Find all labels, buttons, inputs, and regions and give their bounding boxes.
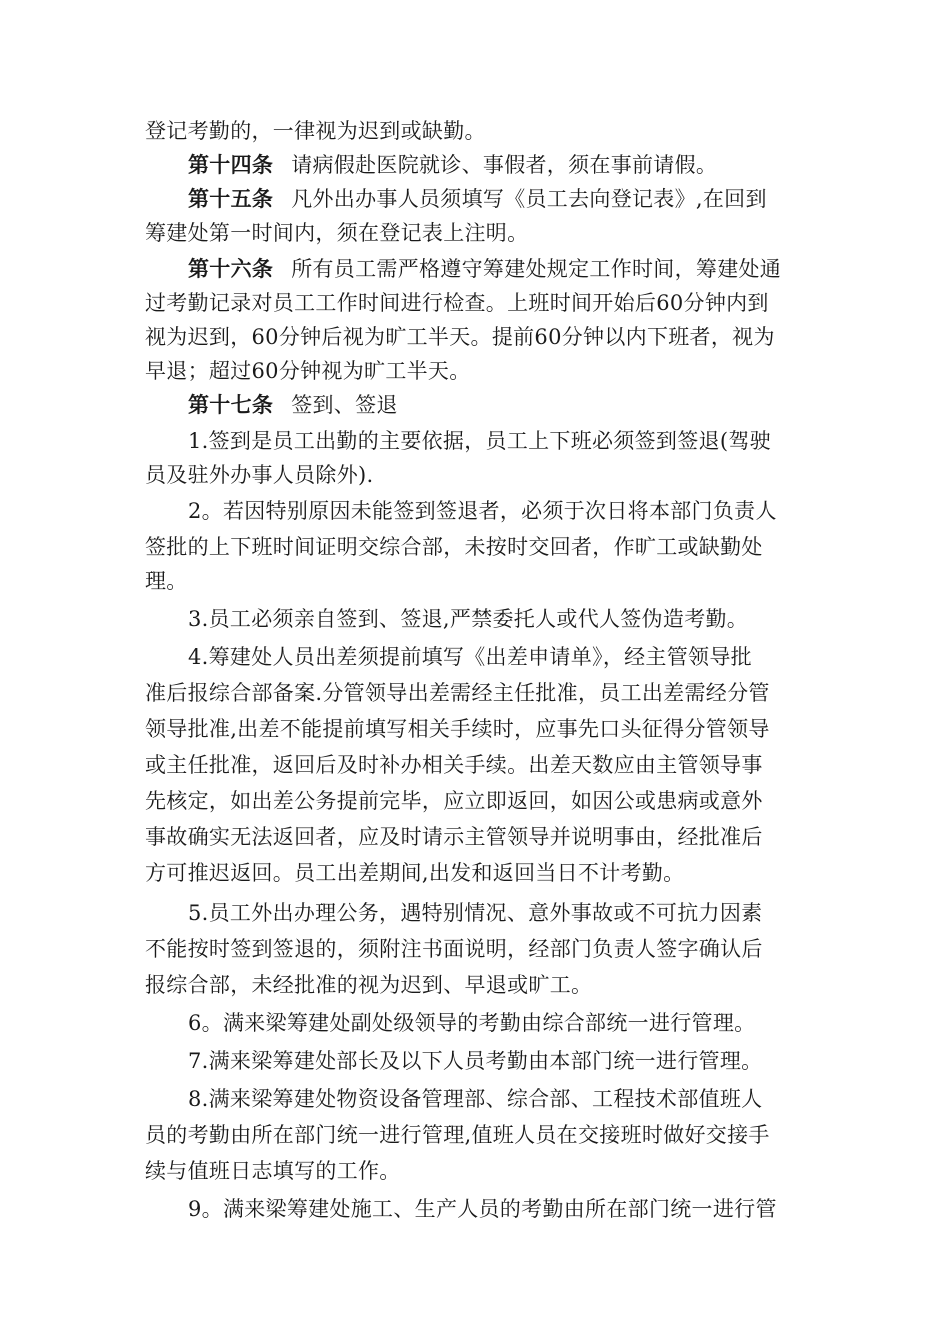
text-line: 筹建处第一时间内，须在登记表上注明。 [145,221,529,245]
text-line: 方可推迟返回。员工出差期间,出发和返回当日不计考勤。 [145,861,685,885]
article-14 [188,148,717,182]
text-line: 签批的上下班时间证明交综合部，未按时交回者，作旷工或缺勤处 [145,535,763,559]
article-text: 签到、签退 [291,393,398,417]
text-line: 不能按时签到签退的，须附注书面说明，经部门负责人签字确认后 [145,937,763,961]
article-16 [188,252,781,286]
text-line: 员及驻外办事人员除外). [145,463,374,487]
article-text: 请病假赴医院就诊、事假者，须在事前请假。 [291,153,718,177]
article-heading: 第十七条 [188,392,274,417]
text-line: 7.满来梁筹建处部长及以下人员考勤由本部门统一进行管理。 [188,1049,763,1073]
text-line: 早退；超过60分钟视为旷工半天。 [145,359,471,383]
article-heading: 第十六条 [188,256,274,281]
text-line: 事故确实无法返回者，应及时请示主管领导并说明事由，经批准后 [145,825,763,849]
article-15 [188,182,767,216]
text-line: 8.满来梁筹建处物资设备管理部、综合部、工程技术部值班人 [188,1087,763,1111]
article-heading: 第十四条 [188,152,274,177]
text-line: 5.员工外出办理公务，遇特别情况、意外事故或不可抗力因素 [188,901,763,925]
text-line: 4.筹建处人员出差须提前填写《出差申请单》，经主管领导批 [188,645,752,669]
text-line: 或主任批准，返回后及时补办相关手续。出差天数应由主管领导事 [145,753,763,777]
text-line: 准后报综合部备案.分管领导出差需经主任批准，员工出差需经分管 [145,681,770,705]
article-heading: 第十五条 [188,186,274,211]
text-line: 视为迟到，60分钟后视为旷工半天。提前60分钟以内下班者，视为 [145,325,775,349]
text-line: 6。满来梁筹建处副处级领导的考勤由综合部统一进行管理。 [188,1011,756,1035]
article-17 [188,388,398,422]
text-line: 登记考勤的，一律视为迟到或缺勤。 [145,119,486,143]
article-text: 凡外出办事人员须填写《员工去向登记表》,在回到 [291,187,767,211]
text-line: 3.员工必须亲自签到、签退,严禁委托人或代人签伪造考勤。 [188,607,749,631]
text-line: 过考勤记录对员工工作时间进行检查。上班时间开始后60分钟内到 [145,291,769,315]
text-line: 9。满来梁筹建处施工、生产人员的考勤由所在部门统一进行管 [188,1197,777,1221]
article-text: 所有员工需严格遵守筹建处规定工作时间，筹建处通 [291,257,782,281]
text-line: 1.签到是员工出勤的主要依据，员工上下班必须签到签退(驾驶 [188,429,771,453]
text-line: 续与值班日志填写的工作。 [145,1159,401,1183]
text-line: 报综合部，未经批准的视为迟到、早退或旷工。 [145,973,593,997]
text-line: 员的考勤由所在部门统一进行管理,值班人员在交接班时做好交接手 [145,1123,770,1147]
text-line: 领导批准,出差不能提前填写相关手续时，应事先口头征得分管领导 [145,717,770,741]
text-line: 2。若因特别原因未能签到签退者，必须于次日将本部门负责人 [188,499,777,523]
text-line: 先核定，如出差公务提前完毕，应立即返回，如因公或患病或意外 [145,789,763,813]
text-line: 理。 [145,569,188,593]
